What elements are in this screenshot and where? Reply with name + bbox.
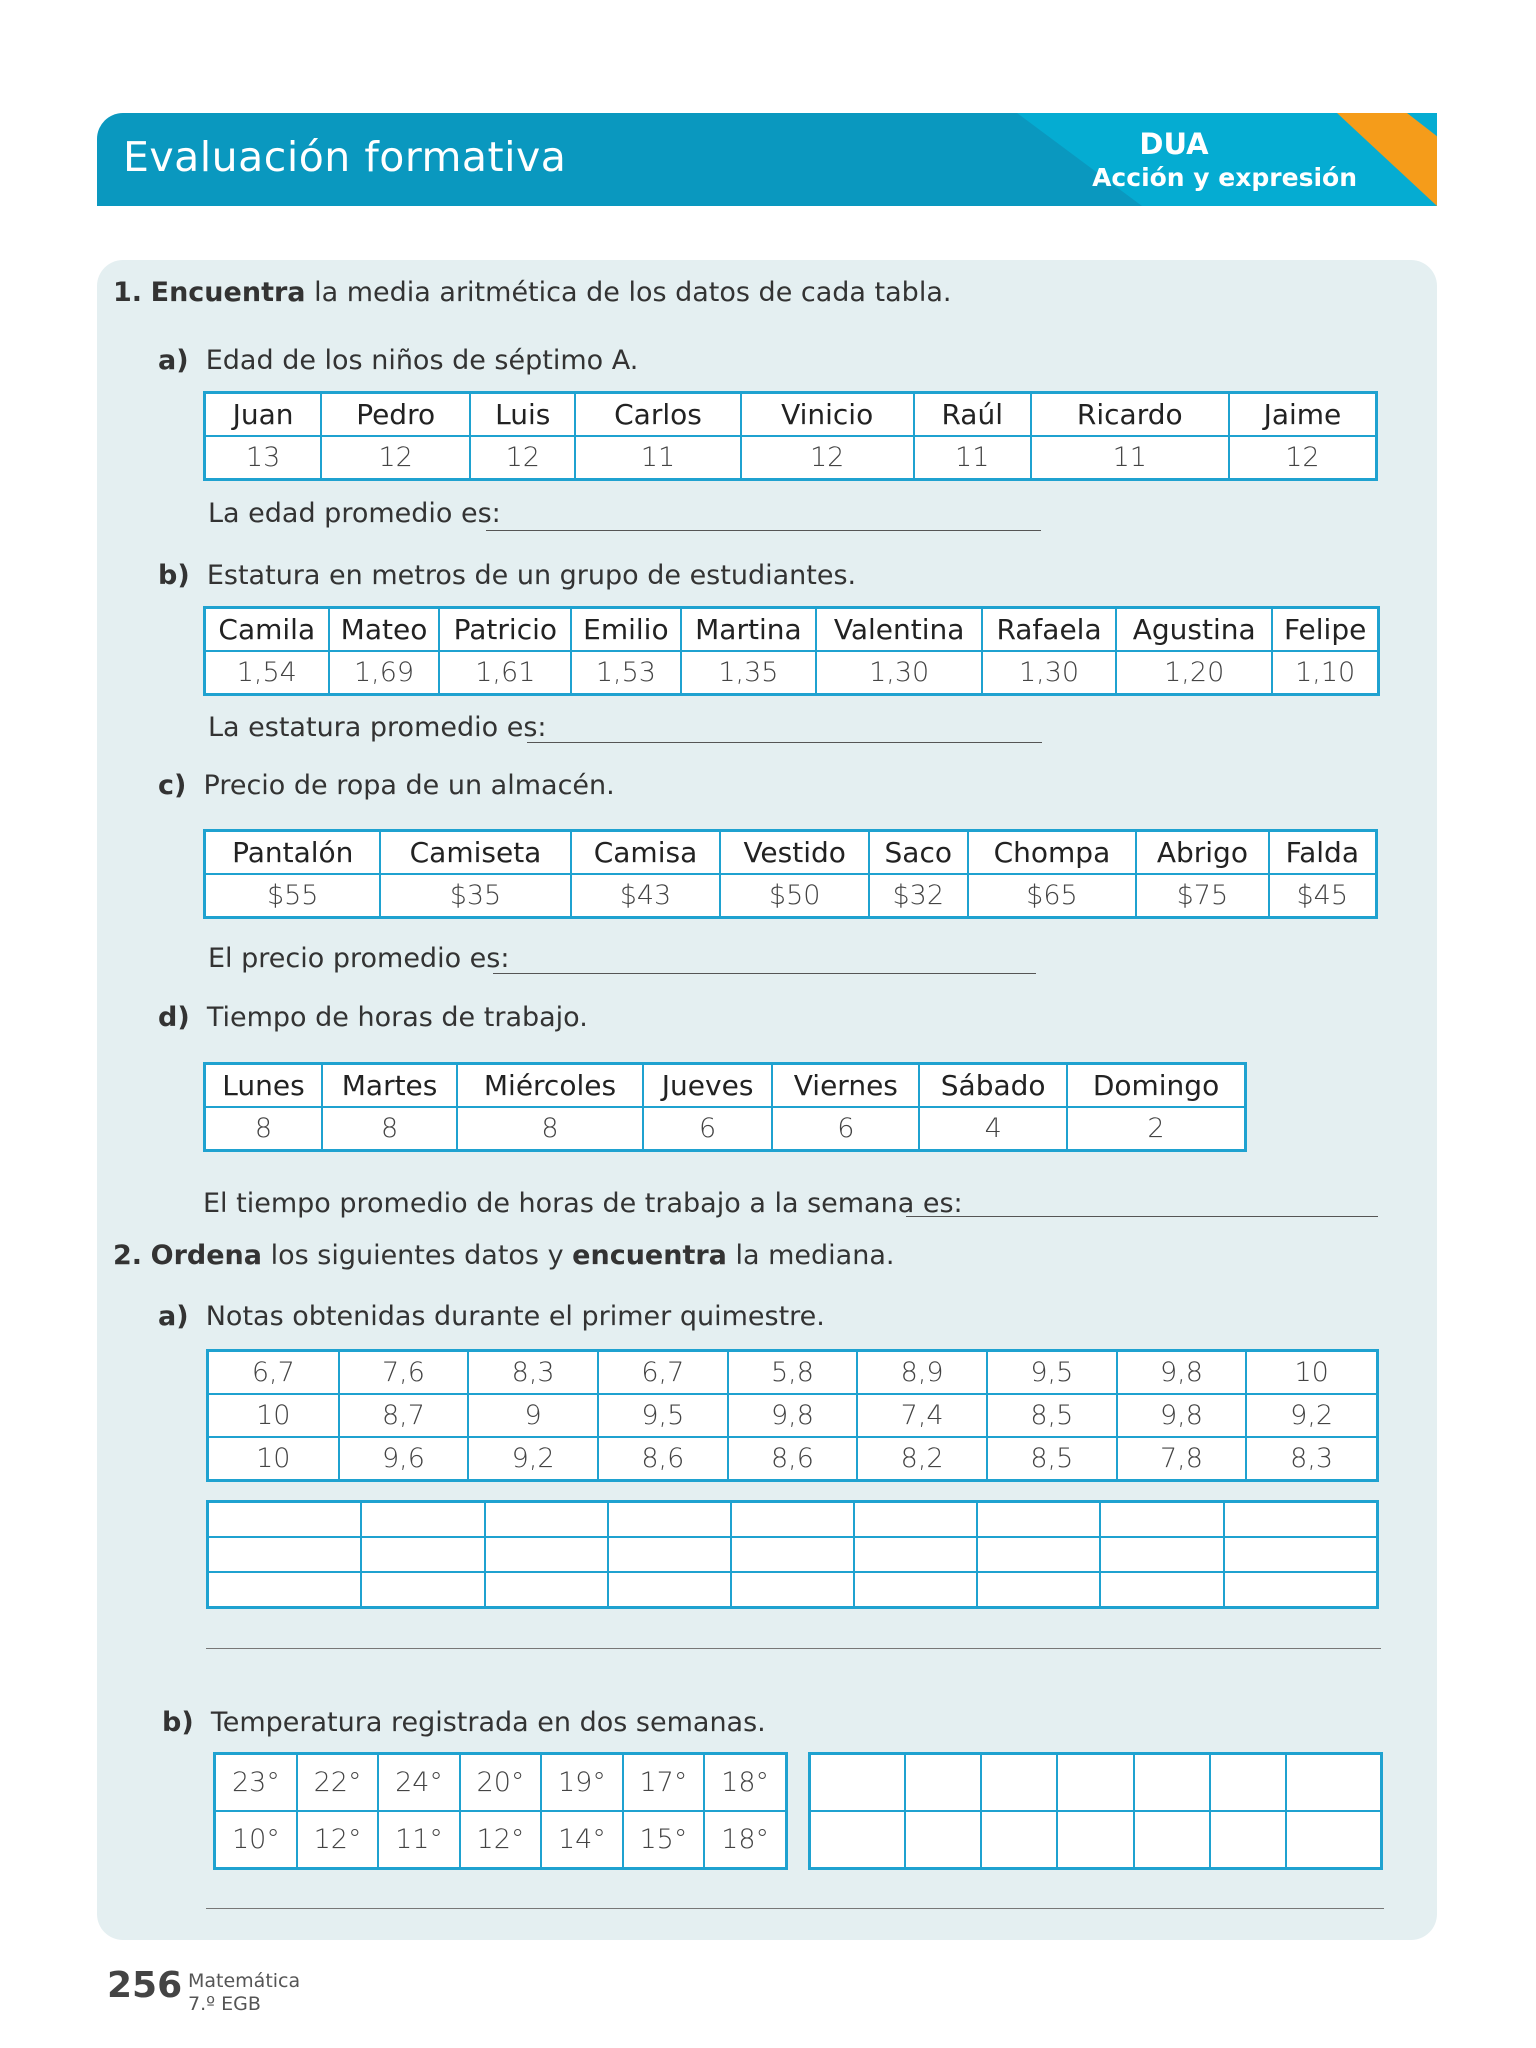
answer-cell[interactable] [361,1502,484,1538]
value-cell: 9,8 [1117,1351,1247,1395]
value-cell: $45 [1269,874,1377,918]
item-letter: a) [158,345,189,376]
answer-cell[interactable] [731,1537,854,1572]
answer-cell[interactable] [977,1572,1100,1608]
question-verb: encuentra [572,1240,727,1271]
value-cell: 8,7 [339,1394,469,1437]
header-cell: Valentina [816,608,982,652]
value-cell: 6,7 [598,1351,728,1395]
answer-line-1a[interactable] [486,530,1041,531]
answer-cell[interactable] [977,1537,1100,1572]
answer-cell[interactable] [977,1502,1100,1538]
table-header-row [205,393,1377,437]
answer-cell[interactable] [1210,1754,1286,1812]
question-2-prompt [113,1240,894,1271]
value-cell: 9,6 [339,1437,469,1481]
value-cell: $75 [1136,874,1268,918]
value-cell: 11 [1031,436,1229,480]
answer-line-1c[interactable] [493,973,1036,974]
value-cell: 22° [297,1754,378,1812]
value-cell: $35 [380,874,570,918]
header-cell: Rafaela [982,608,1116,652]
value-cell: $43 [571,874,721,918]
item-2b-caption [162,1707,766,1738]
question-text: la mediana. [726,1240,895,1271]
table-row [215,1754,787,1812]
value-cell: 8 [322,1107,457,1151]
value-cell: 11° [378,1811,459,1869]
table-row [208,1351,1378,1395]
answer-cell[interactable] [905,1811,981,1869]
dua-badge-subtitle: Acción y expresión [1092,163,1357,192]
item-letter: d) [158,1002,190,1033]
answer-row [810,1754,1382,1812]
value-cell: $55 [205,874,381,918]
section-title: Evaluación formativa [123,133,567,181]
question-text: los siguientes datos y [262,1240,573,1271]
header-cell: Jueves [643,1064,773,1108]
dua-badge-title: DUA [1139,127,1209,161]
table-value-row [205,436,1377,480]
answer-cell[interactable] [361,1572,484,1608]
header-cell: Sábado [919,1064,1067,1108]
page-number: 256 [107,1965,183,2006]
value-cell: 6 [772,1107,919,1151]
item-1d-caption [158,1002,588,1033]
table-header-row [205,1064,1246,1108]
value-cell: 17° [623,1754,704,1812]
answer-cell[interactable] [854,1572,977,1608]
answer-cell[interactable] [1286,1754,1381,1812]
answer-cell[interactable] [1100,1537,1223,1572]
value-cell: 9,5 [987,1351,1117,1395]
value-cell: 15° [623,1811,704,1869]
header-cell: Carlos [575,393,740,437]
value-cell: 12 [741,436,914,480]
value-cell: 14° [541,1811,622,1869]
question-verb: Ordena [150,1240,262,1271]
value-cell: 8,6 [598,1437,728,1481]
answer-row [208,1572,1378,1608]
value-cell: 12 [321,436,470,480]
value-cell: 18° [704,1754,786,1812]
header-cell: Lunes [205,1064,323,1108]
answer-line-2b[interactable] [206,1908,1384,1909]
item-letter: b) [158,560,190,591]
item-caption: Edad de los niños de séptimo A. [205,345,639,376]
value-cell: 1,10 [1272,651,1378,695]
table-2b-answer [808,1752,1383,1870]
header-cell: Luis [470,393,575,437]
question-number: 2. [113,1240,143,1271]
table-row [208,1394,1378,1437]
answer-cell[interactable] [208,1502,362,1538]
header-cell: Saco [869,831,968,875]
answer-cell[interactable] [1224,1572,1378,1608]
value-cell: 23° [215,1754,297,1812]
answer-cell[interactable] [1057,1754,1133,1812]
value-cell: 1,53 [571,651,680,695]
answer-cell[interactable] [1210,1811,1286,1869]
value-cell: 1,20 [1116,651,1272,695]
answer-cell[interactable] [1286,1811,1381,1869]
answer-cell[interactable] [810,1811,905,1869]
value-cell: 6,7 [208,1351,339,1395]
value-cell: 10° [215,1811,297,1869]
answer-cell[interactable] [731,1502,854,1538]
value-cell: 8,3 [1246,1437,1377,1481]
answer-cell[interactable] [208,1537,362,1572]
value-cell: 19° [541,1754,622,1812]
value-cell: 9 [468,1394,598,1437]
answer-cell[interactable] [731,1572,854,1608]
value-cell: 9,8 [1117,1394,1247,1437]
table-2a-data [206,1349,1379,1482]
value-cell: 1,30 [982,651,1116,695]
answer-cell[interactable] [854,1537,977,1572]
table-1d [203,1062,1247,1152]
header-cell: Camiseta [380,831,570,875]
table-2b-data [213,1752,788,1870]
value-cell: 9,8 [728,1394,858,1437]
item-2a-caption [158,1301,825,1332]
answer-cell[interactable] [810,1754,905,1812]
answer-cell[interactable] [1100,1502,1223,1538]
value-cell: 9,5 [598,1394,728,1437]
answer-cell[interactable] [1134,1811,1210,1869]
table-value-row [205,874,1377,918]
value-cell: $65 [968,874,1137,918]
item-1c-caption [158,770,615,801]
header-cell: Camisa [571,831,721,875]
answer-cell[interactable] [485,1572,608,1608]
value-cell: $32 [869,874,968,918]
value-cell: $50 [720,874,868,918]
value-cell: 9,2 [1246,1394,1377,1437]
table-value-row [205,1107,1246,1151]
value-cell: 8,5 [987,1437,1117,1481]
value-cell: 8 [457,1107,643,1151]
value-cell: 10 [1246,1351,1377,1395]
header-cell: Raúl [914,393,1031,437]
answer-cell[interactable] [208,1572,362,1608]
header-cell: Ricardo [1031,393,1229,437]
value-cell: 1,54 [205,651,329,695]
answer-label-1c: El precio promedio es: [208,943,510,974]
answer-cell[interactable] [1134,1754,1210,1812]
question-number: 1. [113,277,143,308]
item-letter: b) [162,1707,194,1738]
section-header [97,113,1437,206]
value-cell: 8 [205,1107,323,1151]
answer-cell[interactable] [1100,1572,1223,1608]
header-cell: Martina [681,608,817,652]
value-cell: 2 [1067,1107,1245,1151]
header-cell: Vinicio [741,393,914,437]
value-cell: 8,6 [728,1437,858,1481]
value-cell: 10 [208,1437,339,1481]
answer-cell[interactable] [1224,1502,1378,1538]
value-cell: 1,35 [681,651,817,695]
table-header-row [205,831,1377,875]
value-cell: 4 [919,1107,1067,1151]
value-cell: 6 [643,1107,773,1151]
answer-row [208,1502,1378,1538]
value-cell: 8,2 [857,1437,987,1481]
answer-cell[interactable] [485,1537,608,1572]
answer-label-1d: El tiempo promedio de horas de trabajo a la semana es: [203,1188,963,1219]
item-letter: c) [158,770,187,801]
header-cell: Pantalón [205,831,381,875]
header-cell: Viernes [772,1064,919,1108]
item-caption: Precio de ropa de un almacén. [203,770,615,801]
header-cell: Jaime [1229,393,1377,437]
value-cell: 7,4 [857,1394,987,1437]
header-cell: Emilio [571,608,680,652]
header-cell: Miércoles [457,1064,643,1108]
answer-label-1a: La edad promedio es: [208,498,501,529]
item-caption: Temperatura registrada en dos semanas. [210,1707,766,1738]
value-cell: 11 [914,436,1031,480]
answer-row [208,1537,1378,1572]
question-1-prompt [113,277,951,308]
table-row [208,1437,1378,1481]
question-text: la media aritmética de los datos de cada tabla. [305,277,952,308]
table-1c [203,829,1378,919]
value-cell: 5,8 [728,1351,858,1395]
answer-cell[interactable] [854,1502,977,1538]
value-cell: 20° [460,1754,541,1812]
answer-cell[interactable] [1224,1537,1378,1572]
value-cell: 11 [575,436,740,480]
answer-cell[interactable] [361,1537,484,1572]
answer-cell[interactable] [981,1811,1057,1869]
header-cell: Patricio [439,608,571,652]
answer-cell[interactable] [608,1502,731,1538]
header-cell: Juan [205,393,322,437]
value-cell: 12° [297,1811,378,1869]
table-row [215,1811,787,1869]
header-cell: Mateo [329,608,440,652]
answer-cell[interactable] [608,1572,731,1608]
answer-cell[interactable] [608,1537,731,1572]
grade-level: 7.º EGB [188,1993,261,2015]
value-cell: 12° [460,1811,541,1869]
subject-name: Matemática [188,1970,301,1992]
answer-cell[interactable] [1057,1811,1133,1869]
header-cell: Pedro [321,393,470,437]
item-caption: Estatura en metros de un grupo de estudiantes. [206,560,857,591]
value-cell: 9,2 [468,1437,598,1481]
footer-subject [188,1970,300,2016]
table-value-row [205,651,1379,695]
answer-cell[interactable] [485,1502,608,1538]
value-cell: 10 [208,1394,339,1437]
value-cell: 1,30 [816,651,982,695]
answer-line-2a[interactable] [206,1648,1381,1649]
item-caption: Notas obtenidas durante el primer quimestre. [205,1301,825,1332]
header-cell: Abrigo [1136,831,1268,875]
value-cell: 18° [704,1811,786,1869]
answer-row [810,1811,1382,1869]
value-cell: 13 [205,436,322,480]
value-cell: 1,69 [329,651,440,695]
header-cell: Agustina [1116,608,1272,652]
header-cell: Domingo [1067,1064,1245,1108]
answer-label-1b: La estatura promedio es: [208,712,547,743]
value-cell: 7,6 [339,1351,469,1395]
header-cell: Camila [205,608,329,652]
value-cell: 8,3 [468,1351,598,1395]
table-1b [203,606,1380,696]
item-caption: Tiempo de horas de trabajo. [206,1002,588,1033]
value-cell: 7,8 [1117,1437,1247,1481]
value-cell: 8,9 [857,1351,987,1395]
value-cell: 12 [1229,436,1377,480]
answer-line-1b[interactable] [527,742,1042,743]
header-cell: Vestido [720,831,868,875]
item-1a-caption [158,345,638,376]
table-2a-answer [206,1500,1379,1609]
answer-cell[interactable] [981,1754,1057,1812]
answer-line-1d[interactable] [906,1216,1378,1217]
value-cell: 8,5 [987,1394,1117,1437]
table-header-row [205,608,1379,652]
question-verb: Encuentra [150,277,306,308]
header-cell: Chompa [968,831,1137,875]
value-cell: 1,61 [439,651,571,695]
header-cell: Martes [322,1064,457,1108]
table-1a [203,391,1378,481]
header-cell: Falda [1269,831,1377,875]
item-letter: a) [158,1301,189,1332]
header-cell: Felipe [1272,608,1378,652]
item-1b-caption [158,560,856,591]
value-cell: 24° [378,1754,459,1812]
answer-cell[interactable] [905,1754,981,1812]
value-cell: 12 [470,436,575,480]
